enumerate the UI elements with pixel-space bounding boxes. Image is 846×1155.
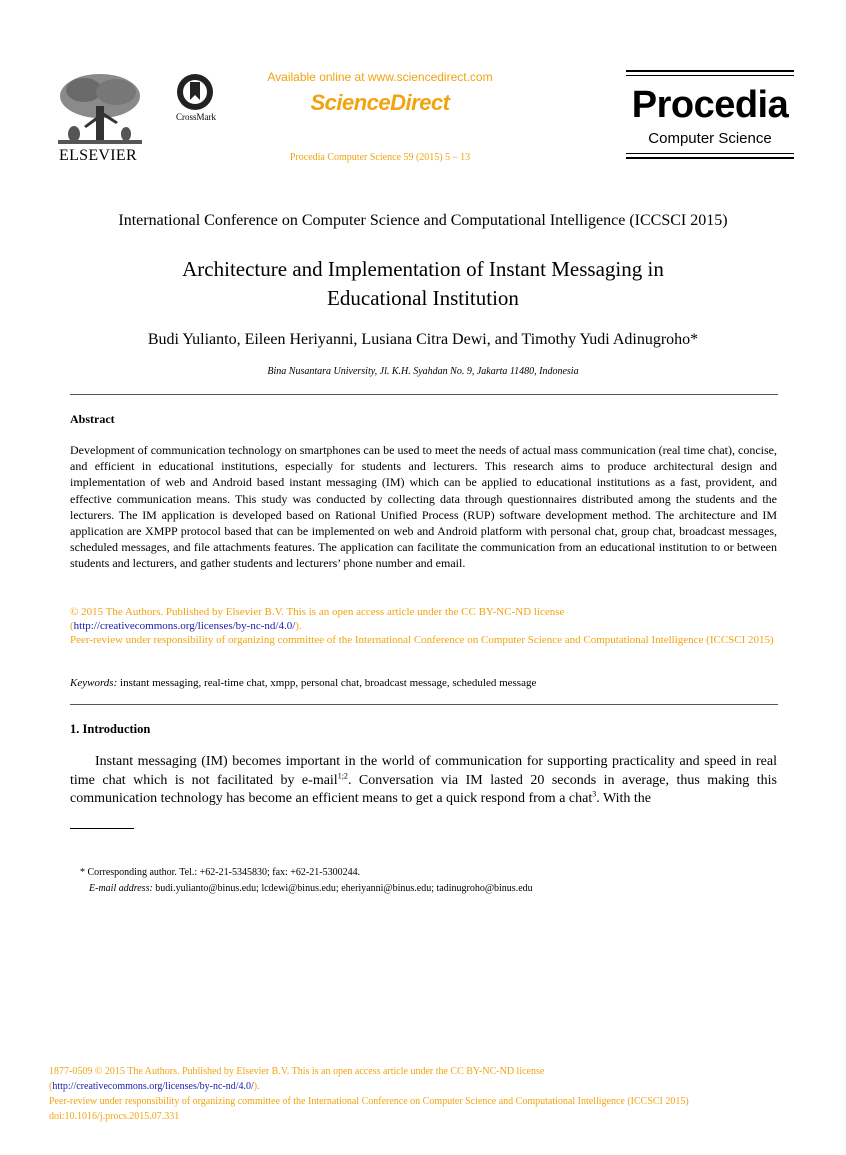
available-online-text: Available online at www.sciencedirect.com	[267, 70, 493, 84]
title-line-2: Educational Institution	[327, 286, 519, 310]
section-heading-introduction: 1. Introduction	[70, 722, 151, 736]
bottom-url-line	[49, 1079, 749, 1094]
intro-text-1: Instant messaging (IM) becomes important in the world of communication for supporting practicality and speed in real time chat which is not facilitated by e-mail	[70, 754, 777, 788]
paren-open: (	[49, 1081, 53, 1092]
crossmark-label: CrossMark	[176, 112, 216, 122]
abstract-bottom-rule	[70, 704, 778, 705]
corresponding-author-footnote: * Corresponding author. Tel.: +62-21-5345830; fax: +62-21-5300244.	[80, 867, 361, 878]
keywords-list: instant messaging, real-time chat, xmpp, personal chat, broadcast message, scheduled message	[117, 677, 537, 689]
keywords-line	[70, 677, 777, 689]
doi[interactable]: doi:10.1016/j.procs.2015.07.331	[49, 1111, 180, 1122]
introduction-paragraph	[70, 753, 777, 809]
intro-text-2: . Conversation via IM lasted 20 seconds in average, thus making this communication technology has become an efficient means to get a quick respond from a chat	[70, 772, 777, 806]
citation-2[interactable]: 3	[592, 789, 597, 799]
procedia-top-rule	[626, 70, 794, 72]
email-list: budi.yulianto@binus.edu; lcdewi@binus.edu; eheriyanni@binus.edu; tadinugroho@binus.edu	[152, 883, 533, 894]
abstract-body: Development of communication technology on smartphones can be used to meet the needs of actual mass communication (real time chat), concise, and efficient in educational institutions, especially for students and lecturers. This research aims to produce architectural design and implementation of web and Android based instant messaging (IM) which can be applied to educational institutions as a fast, provident, and effective communication means. This study was conducted by collecting data through questionnaires distributed among the students and the lecturers. The IM application is developed based on Rational Unified Process (RUP) software development method. The architecture and IM application are XMPP protocol based that can be implemented on web and Android platform with personal chat, group chat, broadcast messages, scheduled messages, and file attachments features. The application can facilitate the communication from an educational institution to or between students and lecturers, and gather students and lecturers’ phone number and email.	[70, 443, 777, 571]
sciencedirect-logo: ScienceDirect	[310, 90, 450, 115]
bottom-license-link[interactable]: http://creativecommons.org/licenses/by-nc-nd/4.0/	[52, 1081, 254, 1092]
procedia-bottom-rule	[626, 157, 794, 159]
paren-open: (	[70, 620, 74, 632]
crossmark-icon[interactable]	[176, 73, 214, 111]
abstract-top-rule	[70, 394, 778, 395]
paper-title	[90, 255, 756, 313]
license-link[interactable]: http://creativecommons.org/licenses/by-nc-nd/4.0/	[73, 620, 296, 632]
footnote-rule	[70, 828, 134, 829]
keywords-label: Keywords:	[70, 677, 118, 689]
procedia-top-rule-thin	[626, 75, 794, 76]
elsevier-tree-logo	[54, 70, 146, 150]
peer-review-text: Peer-review under responsibility of organizing committee of the International Conference on Computer Science and Computational Intelligence (ICCSCI 2015)	[70, 634, 774, 646]
introduction-body	[70, 753, 777, 809]
journal-reference: Procedia Computer Science 59 (2015) 5 – 13	[289, 152, 471, 163]
affiliation: Bina Nusantara University, Jl. K.H. Syahdan No. 9, Jakarta 11480, Indonesia	[267, 366, 579, 377]
bottom-license-line: 1877-0509 © 2015 The Authors. Published by Elsevier B.V. This is an open access article under the CC BY-NC-ND license	[49, 1066, 545, 1077]
conference-name: International Conference on Computer Science and Computational Intelligence (ICCSCI 2015)	[118, 212, 728, 229]
procedia-subtitle: Computer Science	[648, 130, 772, 147]
bottom-peer-review: Peer-review under responsibility of organizing committee of the International Conference on Computer Science and Computational Intelligence (ICCSCI 2015)	[49, 1096, 689, 1107]
author-list: Budi Yulianto, Eileen Heriyanni, Lusiana Citra Dewi, and Timothy Yudi Adinugroho*	[147, 331, 699, 348]
paren-close: ).	[295, 620, 302, 632]
intro-text-3: . With the	[596, 791, 652, 806]
paren-close: ).	[253, 1081, 260, 1092]
license-line: © 2015 The Authors. Published by Elsevier B.V. This is an open access article under the CC BY-NC-ND license	[70, 606, 565, 618]
license-block	[70, 605, 777, 647]
publisher-name: ELSEVIER	[59, 147, 137, 164]
license-url-line	[70, 619, 777, 633]
procedia-logo: Procedia	[631, 84, 789, 126]
procedia-bottom-rule-thin	[626, 153, 794, 154]
email-label: E-mail address:	[89, 883, 153, 894]
email-footnote	[89, 883, 533, 894]
title-line-1: Architecture and Implementation of Instant Messaging in	[182, 257, 664, 281]
citation-1[interactable]: 1;2	[337, 770, 348, 780]
bottom-license-block	[49, 1064, 749, 1124]
abstract-heading: Abstract	[70, 412, 115, 426]
